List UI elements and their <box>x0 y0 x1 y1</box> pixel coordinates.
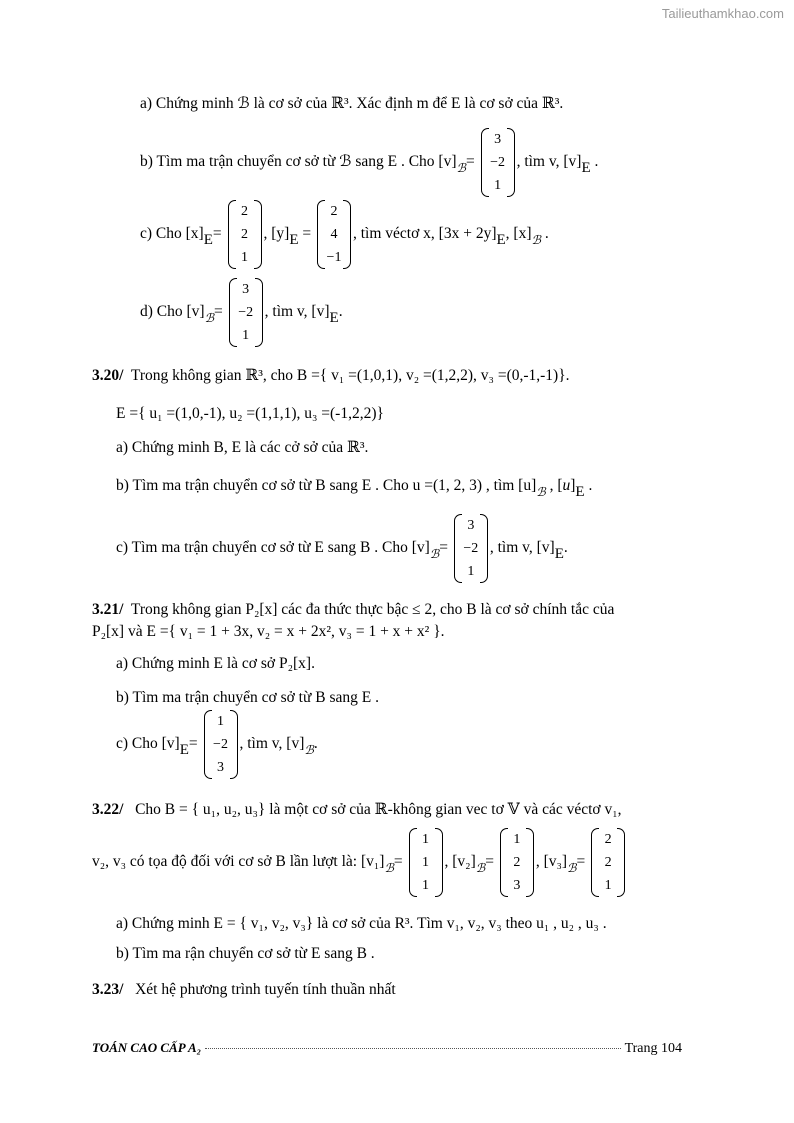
footer-title: TOÁN CAO CẤP A₂ <box>92 1040 202 1055</box>
problem-3-20: 3.20/ Trong không gian ℝ³, cho B ={ v₁ =(1,0,1), v₂ =(1,2,2), v₃ =(0,-1,-1)}. <box>92 367 570 384</box>
problem-3-20-a: a) Chứng minh B, E là các cở sở của ℝ³. <box>116 439 369 456</box>
line-b: b) Tìm ma trận chuyển cơ sở từ ℬ sang E . Cho $[v]_ℬ=$ 3 −2 1 , tìm v, [v]E . <box>140 128 598 197</box>
line-d: d) Cho $[v]_ℬ=$ 3 −2 1 , tìm v, [v]E. <box>140 278 343 347</box>
matrix-v-B: 3 −2 1 <box>481 128 515 197</box>
footer-page-label: Trang <box>624 1041 658 1056</box>
problem-3-21-b: b) Tìm ma trận chuyển cơ sở từ B sang E . <box>116 689 379 706</box>
line-a: a) Chứng minh ℬ là cơ sở của ℝ³. Xác định m để E là cơ sở của ℝ³. <box>140 95 564 112</box>
problem-3-22-a: a) Chứng minh E = { v₁, v₂, v₃} là cơ sở của R³. Tìm v₁, v₂, v₃ theo u₁ , u₂ , u₃ . <box>116 915 607 932</box>
problem-3-22-b: b) Tìm ma rận chuyển cơ sở từ E sang B . <box>116 945 375 962</box>
matrix-v1: 1 1 1 <box>409 828 443 897</box>
line-c: c) Cho [x]E= 2 2 1 , [y]E = 2 4 −1 , tìm véctơ x, [3x + 2y]E, $[x]_ℬ$ . <box>140 200 549 269</box>
matrix-v3: 2 2 1 <box>591 828 625 897</box>
matrix-y-E: 2 4 −1 <box>317 200 351 269</box>
footer-dots <box>205 1048 620 1049</box>
problem-3-23: 3.23/ Xét hệ phương trình tuyến tính thuần nhất <box>92 981 396 998</box>
matrix-320: 3 −2 1 <box>454 514 488 583</box>
problem-3-20-E: E ={ u₁ =(1,0,-1), u₂ =(1,1,1), u₃ =(-1,2,2)} <box>116 405 384 422</box>
watermark: Tailieuthamkhao.com <box>661 6 784 21</box>
problem-3-22: 3.22/ Cho B = { u₁, u₂, u₃} là một cơ sở của ℝ-không gian vec tơ 𝕍 và các véctơ v₁, <box>92 801 622 818</box>
problem-3-20-b: b) Tìm ma trận chuyển cơ sở từ B sang E . Cho u =(1, 2, 3) , tìm $[u]_ℬ$ , [u]E . <box>116 477 593 500</box>
problem-3-21: 3.21/ Trong không gian P₂[x] các đa thức thực bậc ≤ 2, cho B là cơ sở chính tắc của <box>92 601 615 618</box>
problem-3-20-c: c) Tìm ma trận chuyển cơ sở từ E sang B . Cho $[v]_ℬ=$ 3 −2 1 , tìm v, [v]E. <box>116 514 568 583</box>
footer-page-number: 104 <box>661 1041 682 1056</box>
problem-3-22-line2: v₂, v₃ có tọa độ đối với cơ sở B lần lượt là: $[v_1]_ℬ=$ 1 1 1 , $[v_2]_ℬ=$ 1 2 3 , $[v_3]_ℬ=$ 2 2 1 <box>92 828 627 897</box>
matrix-321: 1 −2 3 <box>204 710 238 779</box>
matrix-x-E: 2 2 1 <box>228 200 262 269</box>
problem-3-21-line2: P₂[x] và E ={ v₁ = 1 + 3x, v₂ = x + 2x², v₃ = 1 + x + x² }. <box>92 623 445 640</box>
footer <box>92 1040 682 1057</box>
problem-3-21-c: c) Cho [v]E= 1 −2 3 , tìm v, $[v]_ℬ$. <box>116 710 318 779</box>
problem-3-21-a: a) Chứng minh E là cơ sở P₂[x]. <box>116 655 315 672</box>
matrix-v-B-d: 3 −2 1 <box>229 278 263 347</box>
matrix-v2: 1 2 3 <box>500 828 534 897</box>
